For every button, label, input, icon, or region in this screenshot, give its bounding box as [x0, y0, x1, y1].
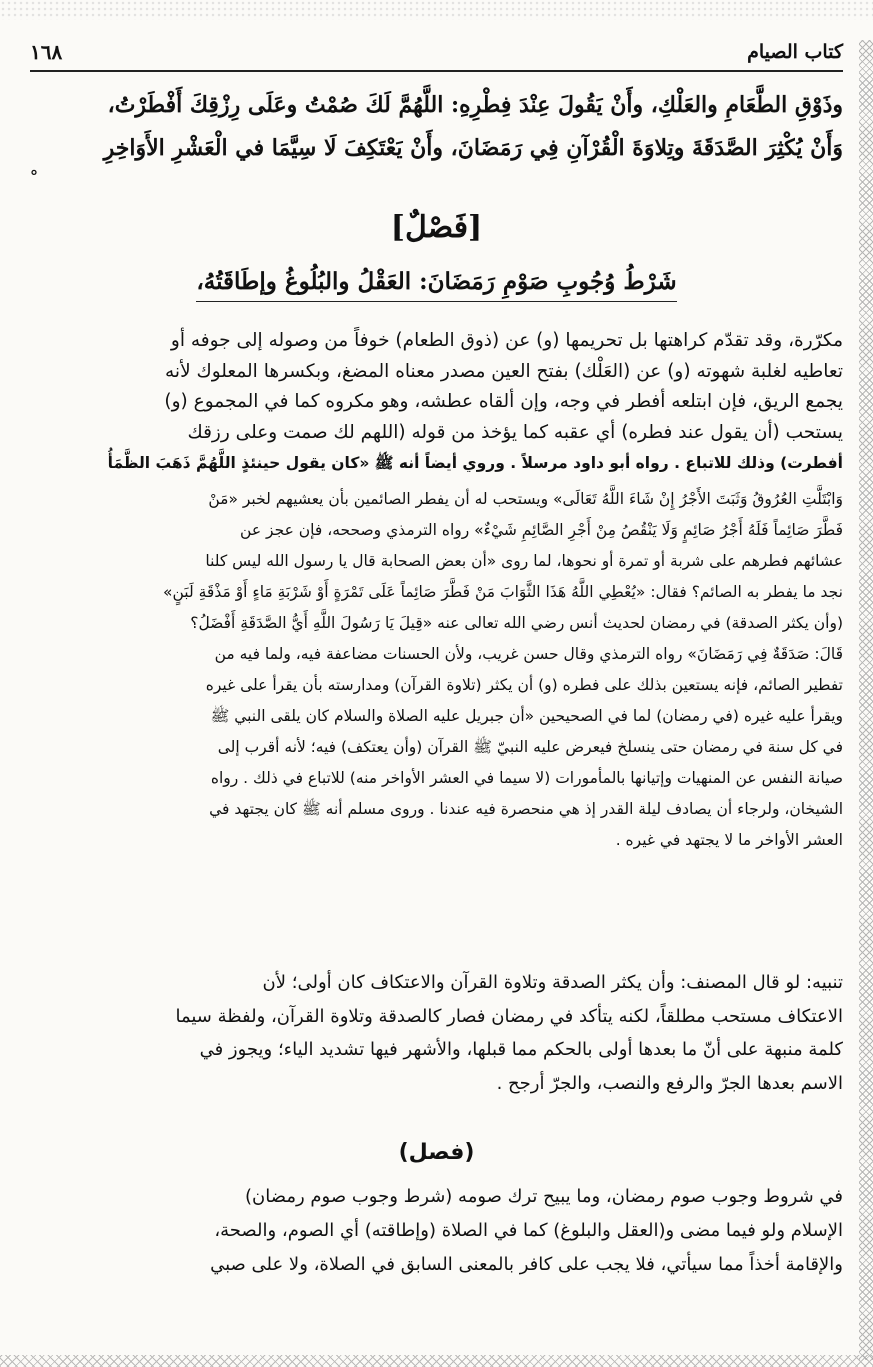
page-number: ١٦٨	[30, 40, 63, 64]
sharh-line: تفطير الصائم، فإنه يستعين بذلك على فطره (و) أن يكثر (تلاوة القرآن) ومدارسته بأن يقرأ على غيره	[205, 676, 843, 694]
sharh-block-4	[30, 1180, 843, 1282]
bottom-edge-border	[0, 1355, 873, 1367]
fasl-heading-text: [فَصْلٌ]	[390, 210, 483, 245]
condition-text: شَرْطُ وُجُوبِ صَوْمِ رَمَضَانَ: العَقْلُ والبُلُوغُ وإطَاقَتُهُ،	[196, 268, 676, 302]
sharh-line: يجمع الريق، فإن ابتلعه أفطر في وجه، وإن ألقاه عطشه، وهو مكروه كما في المجموع (و)	[164, 391, 843, 412]
tanbih-line: الاعتكاف مستحب مطلقاً، لكنه يتأكد في رمضان فصار كالصدقة وتلاوة القرآن، ولفظة سيما	[175, 1005, 843, 1027]
sharh-line: تعاطيه لغلبة شهوته (و) عن (العَلْك) بفتح العين مصدر معناه المضغ، وبكسرها المعلوك لأنه	[165, 360, 843, 382]
sharh-line: مكرّرة، وقد تقدّم كراهتها بل تحريمها (و) عن (ذوق الطعام) خوفاً من وصوله إلى جوفه أو	[170, 330, 843, 351]
sharh-line: الإسلام ولو فيما مضى و(العقل والبلوغ) كما في الصلاة (وإطاقته) أي الصوم، والصحة،	[214, 1220, 843, 1241]
sharh-line: والإقامة أخذاً مما سيأتي، فلا يجب على كافر بالمعنى السابق في الصلاة، ولا على صبي	[210, 1254, 843, 1275]
condition-line	[60, 268, 813, 295]
matn-line: وذَوْقِ الطَّعَامِ والعَلْكِ، وأَنْ يَقُولَ عِنْدَ فِطْرِهِ: اللَّهُمَّ لَكَ صُمْتُ وعَلَى رِزْقِكَ أَفْطَرْتُ،	[107, 92, 843, 118]
sharh-line: وَابْتَلَّتِ العُرُوقُ وَثَبَتَ الأَجْرُ إِنْ شَاءَ اللَّهُ تَعَالَى» ويستحب له أن يفطر الصائمين بأن يعشيهم لخبر «مَنْ	[208, 490, 843, 508]
book-title: كتاب الصيام	[747, 41, 843, 63]
matn-end-mark: °	[30, 167, 38, 186]
sharh-line: صيانة النفس عن المنهيات وإتيانها بالمأمورات (لا سيما في العشر الأواخر منه) للاتباع في ذلك . رواه	[210, 769, 843, 787]
sharh-line: (وأن يكثر الصدقة) في رمضان لحديث أنس رضي الله تعالى عنه «قِيلَ يَا رَسُولَ اللَّهِ أَيُّ الصَّدَقَةِ أَفْضَلُ؟	[190, 614, 843, 632]
matn-line: وَأَنْ يُكْثِرَ الصَّدَقَةَ وتِلاوَةَ الْقُرْآنِ فِي رَمَضَانَ، وأَنْ يَعْتَكِفَ لَا سِيَّمَا في الْعَشْرِ الأَوَاخِرِ	[103, 135, 843, 161]
sharh-line: قَالَ: صَدَقَةٌ فِي رَمَضَانَ» رواه الترمذي وقال حسن غريب، ولأن الحسنات مضاعفة فيه، ولما فيه من	[214, 645, 843, 663]
page-header	[30, 34, 843, 72]
fasl-heading	[0, 210, 873, 245]
top-edge-decoration	[0, 0, 873, 20]
sharh-line: يستحب (أن يقول عند فطره) أي عقبه كما يؤخذ من قوله (اللهم لك صمت وعلى رزقك	[187, 421, 843, 443]
tanbih-line: تنبيه: لو قال المصنف: وأن يكثر الصدقة وتلاوة القرآن والاعتكاف كان أولى؛ لأن	[262, 972, 843, 993]
sharh-block-1	[30, 326, 843, 479]
sharh-line: ويقرأ عليه غيره (في رمضان) لما في الصحيحين «أن جبريل عليه الصلاة والسلام كان يلقى النبي ﷺ	[210, 707, 843, 725]
sharh-line: أفطرت) وذلك للاتباع . رواه أبو داود مرسلاً . وروي أيضاً أنه ﷺ «كان يقول حينئذٍ اللَّهُمَّ ذَهَبَ الظَّمَأُ	[107, 454, 843, 472]
sharh-line: العشر الأواخر ما لا يجتهد في غيره .	[615, 831, 843, 849]
fasl2-heading: (فصل)	[398, 1140, 475, 1165]
tanbih-line: كلمة منبهة على أنّ ما بعدها أولى بالحكم مما قبلها، والأشهر فيها تشديد الياء؛ ويجوز في	[199, 1039, 843, 1060]
sharh-line: نجد ما يفطر به الصائم؟ فقال: «يُعْطِي اللَّهُ هَذَا الثَّوَابَ مَنْ فَطَّرَ صَائِماً عَلَى تَمْرَةٍ أَوْ شَرْبَةِ مَاءٍ أَوْ مَذْقَةِ لَبَنٍ»	[163, 583, 843, 601]
matn-text	[30, 84, 843, 184]
sharh-line: في شروط وجوب صوم رمضان، وما يبيح ترك صومه (شرط وجوب صوم رمضان)	[245, 1186, 843, 1207]
sharh-block-2	[30, 484, 843, 856]
sharh-line: الشيخان، ولرجاء أن يصادف ليلة القدر إذ هي منحصرة فيه عندنا . وروى مسلم أنه ﷺ كان يجتهد في	[209, 800, 843, 818]
tanbih-line: الاسم بعدها الجرّ والرفع والنصب، والجرّ أرجح .	[496, 1072, 843, 1094]
sharh-line: عشائهم فطرهم على شربة أو تمرة أو نحوها، لما روى «أن بعض الصحابة قال يا رسول الله ليس كلنا	[205, 552, 843, 570]
sharh-line: في كل سنة في رمضان حتى ينسلخ فيعرض عليه النبيّ ﷺ القرآن (وأن يعتكف) فيه؛ لأنه أقرب إلى	[217, 738, 843, 756]
sharh-line: فَطَّرَ صَائِماً فَلَهُ أَجْرُ صَائِمٍ وَلَا يَنْقُصُ مِنْ أَجْرِ الصَّائِمِ شَيْءٌ» رواه الترمذي وصححه، فإن عجز عن	[240, 521, 843, 539]
tanbih-block	[30, 966, 843, 1100]
